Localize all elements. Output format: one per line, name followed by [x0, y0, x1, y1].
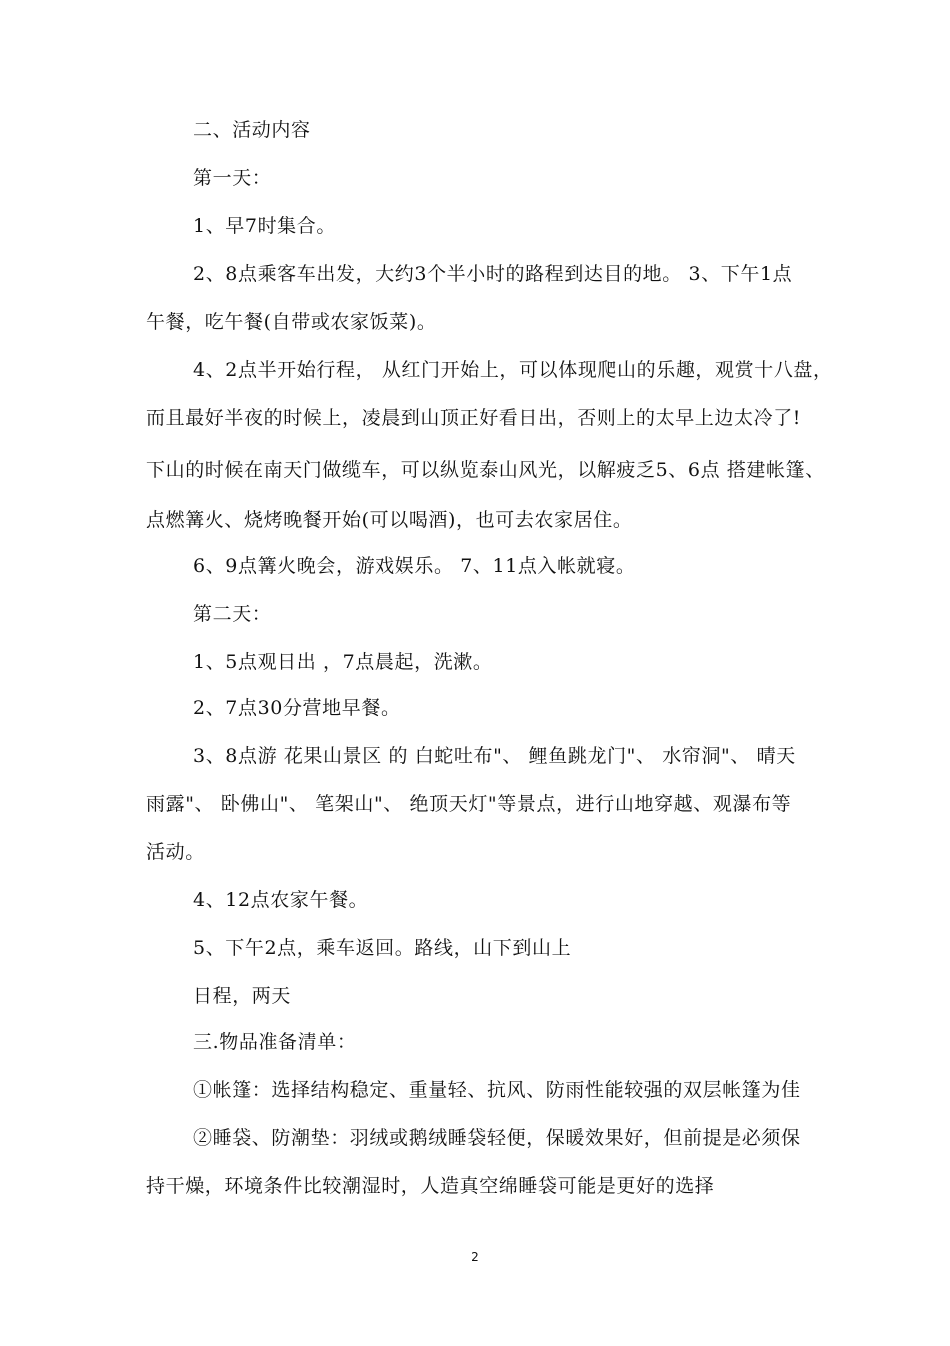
text-line: 2、8点乘客车出发，大约3个半小时的路程到达目的地。 3、下午1点 [193, 263, 793, 285]
text-line: 4、12点农家午餐。 [193, 889, 369, 911]
text-line: 1、5点观日出 ，7点晨起，洗漱。 [193, 651, 493, 673]
day-one-heading: 第一天： [193, 167, 272, 189]
text-line: 4、2点半开始行程， 从红门开始上，可以体现爬山的乐趣，观赏十八盘， [193, 359, 833, 381]
text-line: 2、7点30分营地早餐。 [193, 697, 401, 719]
text-line: ②睡袋、防潮垫：羽绒或鹅绒睡袋轻便，保暖效果好，但前提是必须保 [193, 1127, 801, 1149]
text-line: 5、下午2点，乘车返回。路线，山下到山上 [193, 937, 572, 959]
text-line: 雨露"、 卧佛山"、 笔架山"、 绝顶天灯"等景点，进行山地穿越、观瀑布等 [146, 793, 792, 815]
text-line: 下山的时候在南天门做缆车，可以纵览泰山风光，以解疲乏5、6点 搭建帐篷、 [146, 459, 825, 481]
text-line: 日程，两天 [193, 985, 292, 1007]
text-line: 活动。 [146, 841, 205, 863]
section-heading-activities: 二、活动内容 [193, 119, 311, 141]
text-line: 点燃篝火、烧烤晚餐开始(可以喝酒)，也可去农家居住。 [146, 509, 633, 531]
page-number: 2 [471, 1250, 479, 1264]
text-line: ①帐篷：选择结构稳定、重量轻、抗风、防雨性能较强的双层帐篷为佳 [193, 1079, 801, 1101]
text-line: 3、8点游 花果山景区 的 白蛇吐布"、 鲤鱼跳龙门"、 水帘洞"、 晴天 [193, 745, 796, 767]
day-two-heading: 第二天： [193, 603, 272, 625]
text-line: 而且最好半夜的时候上，凌晨到山顶正好看日出，否则上的太早上边太冷了! [146, 407, 802, 429]
section-heading-supplies: 三.物品准备清单： [193, 1031, 357, 1053]
text-line: 持干燥，环境条件比较潮湿时，人造真空绵睡袋可能是更好的选择 [146, 1175, 715, 1197]
text-line: 6、9点篝火晚会，游戏娱乐。 7、11点入帐就寝。 [193, 555, 636, 577]
text-line: 1、早7时集合。 [193, 215, 336, 237]
text-line: 午餐，吃午餐(自带或农家饭菜)。 [146, 311, 437, 333]
